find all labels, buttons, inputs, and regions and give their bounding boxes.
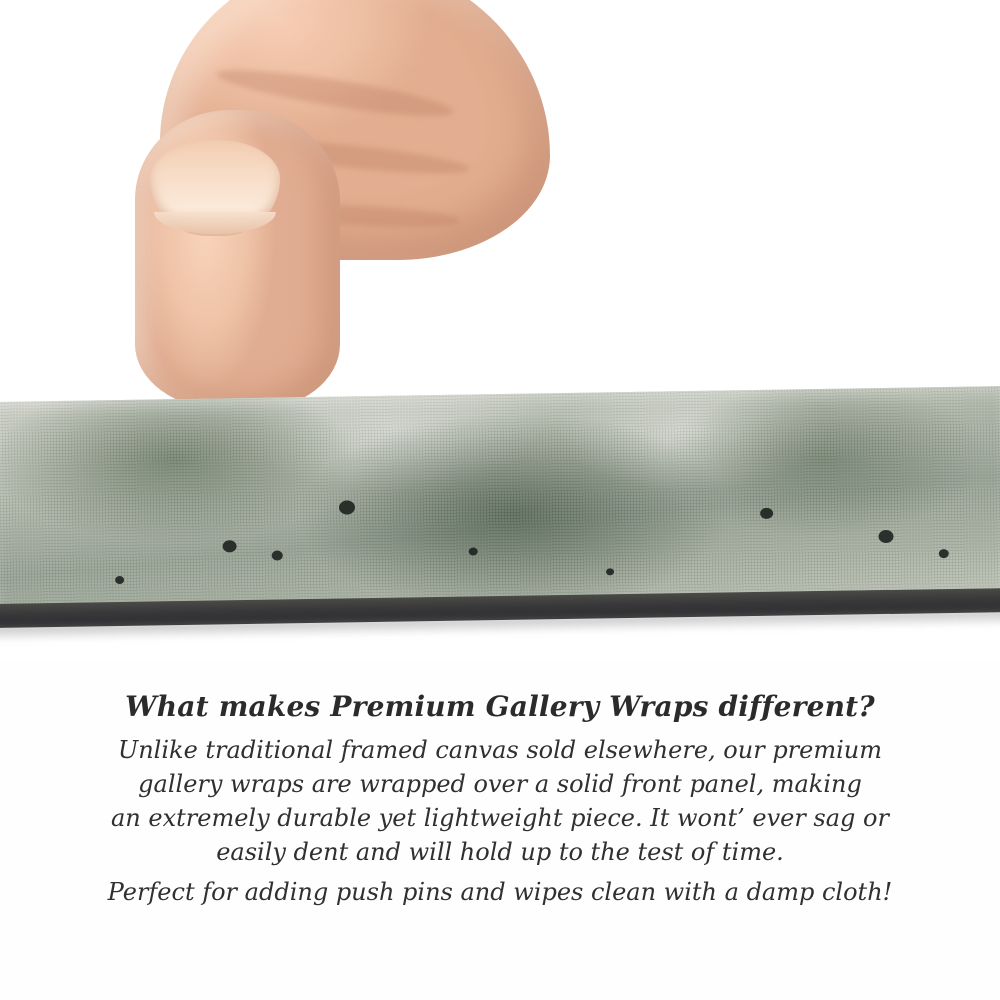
caption-block [0, 690, 1000, 909]
canvas-edge-strip [0, 386, 1000, 620]
caption-line: easily dent and will hold up to the test of time. [216, 838, 784, 866]
canvas-speck-icon [272, 550, 283, 560]
caption-line: gallery wraps are wrapped over a solid front panel, making [138, 770, 862, 798]
caption-line: Unlike traditional framed canvas sold elsewhere, our premium [117, 736, 882, 764]
canvas-speck-icon [878, 530, 893, 543]
canvas-speck-icon [606, 568, 614, 575]
canvas-speck-icon [115, 576, 124, 584]
canvas-speck-icon [939, 549, 949, 558]
caption-closing-line: Perfect for adding push pins and wipes clean with a damp cloth! [107, 878, 893, 906]
canvas-speck-icon [760, 508, 773, 519]
canvas-speck-icon [339, 500, 355, 514]
hand-illustration [120, 0, 550, 430]
canvas-speck-icon [222, 540, 236, 552]
caption-heading: What makes Premium Gallery Wraps different? [125, 690, 875, 723]
caption-line: an extremely durable yet lightweight piece. It wont’ ever sag or [111, 804, 889, 832]
canvas-speck-icon [469, 547, 478, 555]
